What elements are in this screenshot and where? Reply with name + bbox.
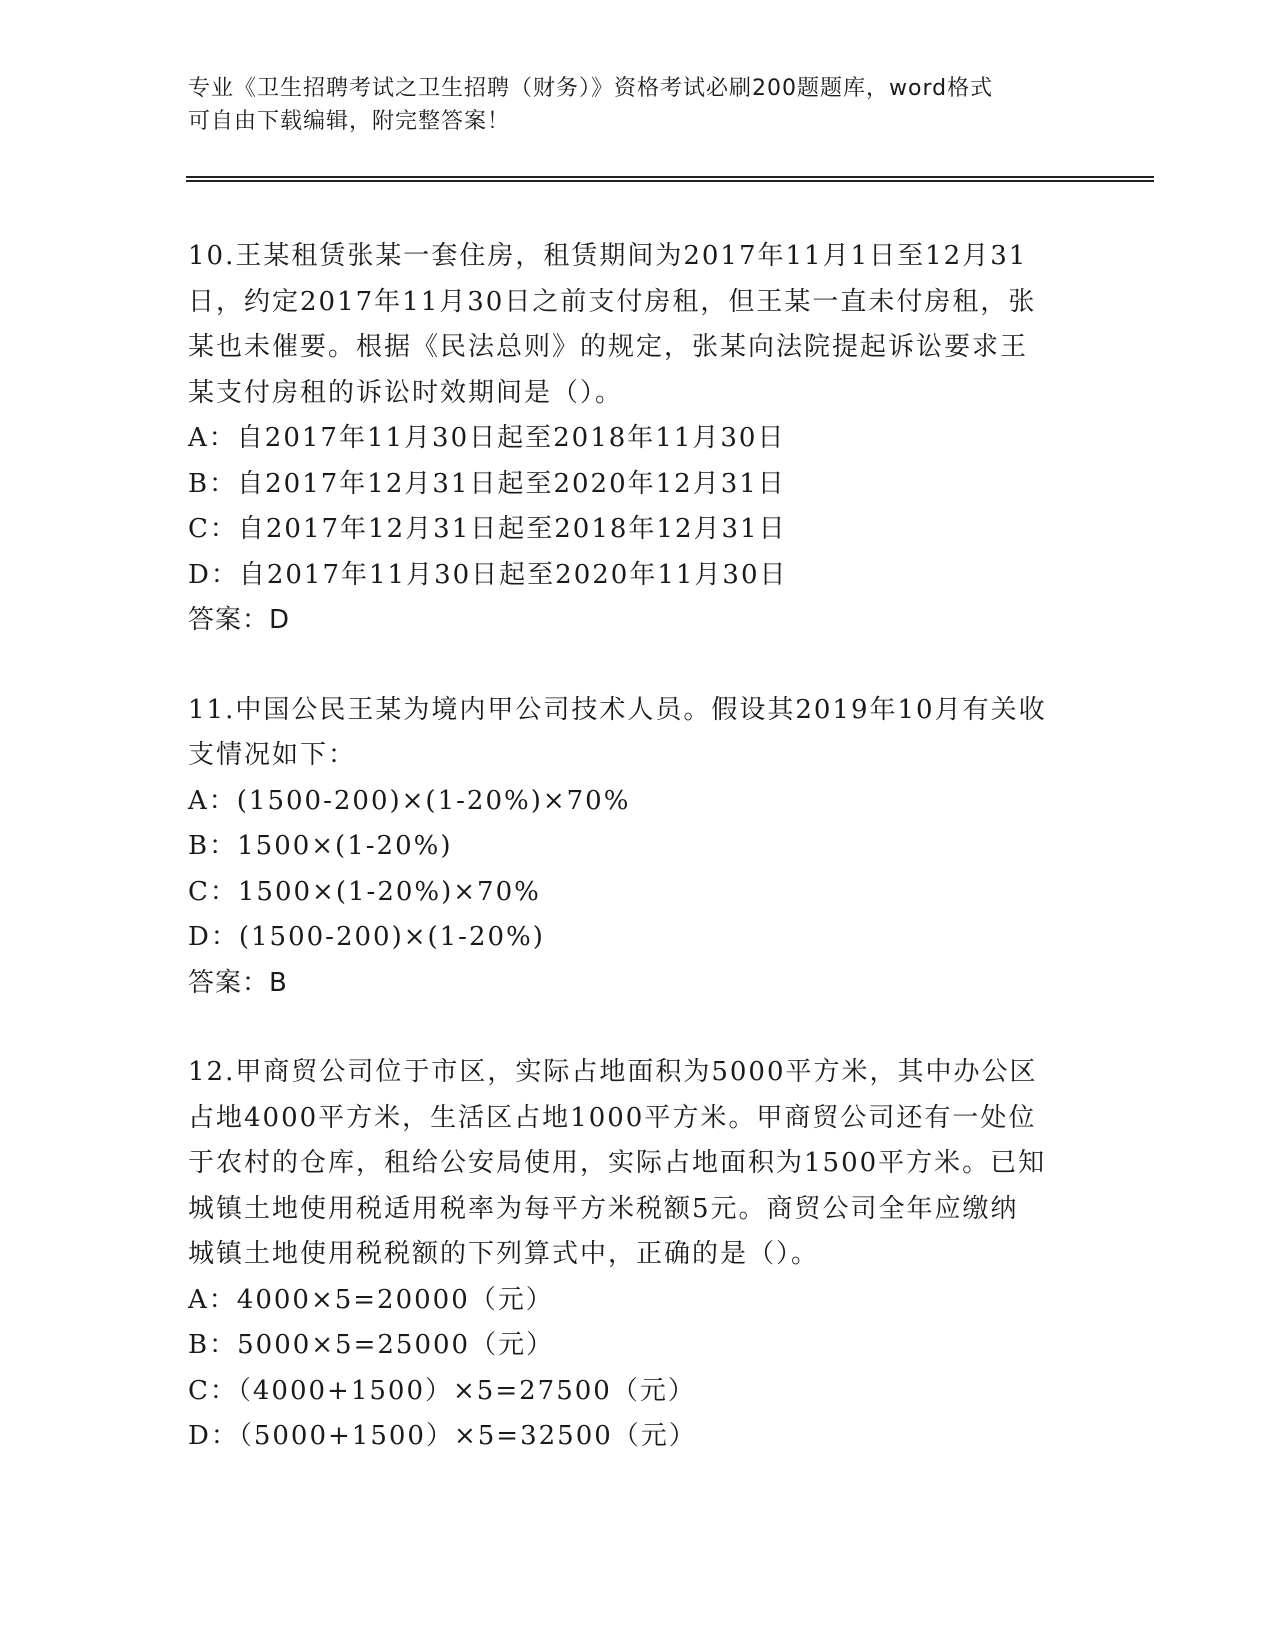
answer-label: 答案：B: [188, 967, 288, 998]
question-stem: [188, 234, 1068, 416]
stem-line: 城镇土地使用税适用税率为每平方米税额5元。商贸公司全年应缴纳: [188, 1193, 1019, 1224]
option-b: B：5000×5=25000（元）: [188, 1330, 555, 1360]
stem-line: 10.王某租赁张某一套住房，租赁期间为2017年11月1日至12月31: [188, 241, 1028, 271]
page-header: [188, 72, 1068, 138]
header-line-2: 可自由下载编辑，附完整答案！: [188, 109, 511, 134]
stem-line: 12.甲商贸公司位于市区，实际占地面积为5000平方米，其中办公区: [188, 1057, 1038, 1087]
stem-line: 占地4000平方米，生活区占地1000平方米。甲商贸公司还有一处位: [188, 1102, 1037, 1133]
stem-line: 于农村的仓库，租给公安局使用，实际占地面积为1500平方米。已知: [188, 1148, 1047, 1178]
option-b: B：1500×(1-20%): [188, 831, 453, 861]
answer-label: 答案：D: [188, 605, 291, 635]
option-c: C：（4000+1500）×5=27500（元）: [188, 1375, 696, 1406]
stem-line: 11.中国公民王某为境内甲公司技术人员。假设其2019年10月有关收: [188, 694, 1047, 725]
question-11: [188, 688, 1068, 1007]
option-b: B：自2017年12月31日起至2020年12月31日: [188, 468, 786, 499]
option-d: D：(1500-200)×(1-20%): [188, 922, 545, 952]
option-a: A：(1500-200)×(1-20%)×70%: [188, 785, 631, 816]
option-a: A：自2017年11月30日起至2018年11月30日: [188, 423, 786, 453]
option-a: A：4000×5=20000（元）: [188, 1284, 554, 1315]
option-c: C：自2017年12月31日起至2018年12月31日: [188, 514, 787, 544]
header-line-1: 专业《卫生招聘考试之卫生招聘（财务）》资格考试必刷200题题库，word格式: [188, 76, 994, 101]
stem-line: 某支付房租的诉讼时效期间是（）。: [188, 377, 624, 408]
question-stem: [188, 1050, 1068, 1278]
question-list: [188, 234, 1068, 1504]
question-stem: [188, 688, 1068, 779]
question-10: [188, 234, 1068, 644]
option-d: D：自2017年11月30日起至2020年11月30日: [188, 559, 788, 590]
stem-line: 某也未催要。根据《民法总则》的规定，张某向法院提起诉讼要求王: [188, 332, 1029, 362]
option-d: D：（5000+1500）×5=32500（元）: [188, 1421, 697, 1451]
stem-line: 日，约定2017年11月30日之前支付房租，但王某一直未付房租，张: [188, 286, 1037, 317]
stem-line: 城镇土地使用税税额的下列算式中，正确的是（）。: [188, 1239, 820, 1269]
header-double-rule: [186, 176, 1154, 182]
stem-line: 支情况如下：: [188, 740, 357, 770]
option-c: C：1500×(1-20%)×70%: [188, 876, 541, 907]
question-12: [188, 1050, 1068, 1460]
